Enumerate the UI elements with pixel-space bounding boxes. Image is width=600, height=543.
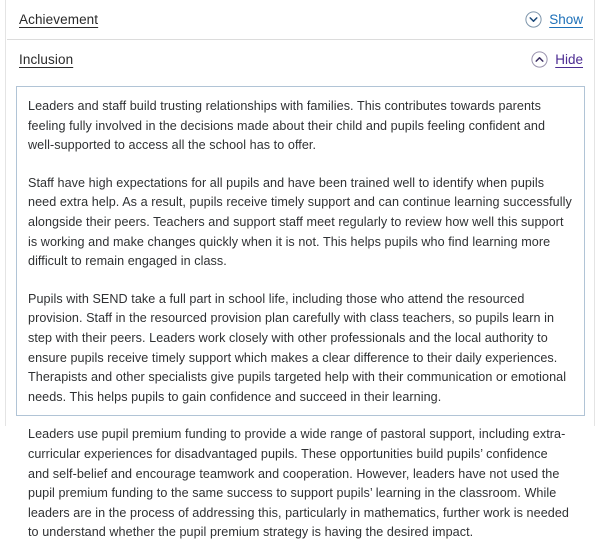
accordion-toggle-label-inclusion[interactable]: Hide: [555, 52, 583, 67]
accordion-toggle-inclusion[interactable]: [531, 51, 583, 68]
paragraph: Staff have high expectations for all pupils and have been trained well to identify when pupils need extra help. As a result, pupils receive timely support and can continue learning successfully alongside their peers. Teachers and support staff meet regularly to review how well this support is working and make changes quickly when it is not. This helps pupils who find learning more difficult to remain engaged in class.: [28, 175, 572, 269]
accordion-section-achievement: [7, 0, 593, 40]
chevron-down-circle-icon: [525, 11, 542, 28]
paragraph: Pupils with SEND take a full part in school life, including those who attend the resourced provision. Staff in the resourced provision plan carefully with class teachers, so pupils learn in step with their peers. Leaders work closely with other professionals and the local authority to ensure pupils receive timely support which makes a clear difference to their daily experiences. Therapists and other specialists give pupils targeted help with their communication or emotional needs. This helps pupils to gain confidence and succeed in their learning.: [28, 291, 567, 404]
accordion-title-achievement: Achievement: [19, 12, 99, 27]
accordion: [7, 0, 593, 540]
accordion-header-inclusion[interactable]: [7, 40, 593, 79]
accordion-toggle-achievement[interactable]: [525, 11, 583, 28]
page-gutter-left: [0, 0, 6, 426]
accordion-title-inclusion: Inclusion: [19, 52, 74, 67]
paragraph: Leaders and staff build trusting relationships with families. This contributes towards parents feeling fully involved in the decisions made about their child and pupils feeling confident and well-supported to access all the school has to offer.: [28, 99, 546, 153]
accordion-header-achievement[interactable]: [7, 0, 593, 40]
paragraph: Leaders use pupil premium funding to provide a wide range of pastoral support, including extra-curricular experiences for disadvantaged pupils. These opportunities build pupils’ confidence and self-belief and encourage teamwork and cooperation. However, leaders have not used the pupil premium funding to the same success to support pupils’ learning in the classroom. While leaders are in the process of addressing this, particularly in mathematics, further work is needed to understand whether the pupil premium strategy is having the desired impact.: [28, 427, 569, 540]
chevron-up-circle-icon: [531, 51, 548, 68]
accordion-toggle-label-achievement[interactable]: Show: [549, 12, 583, 27]
accordion-section-inclusion: [7, 40, 593, 540]
accordion-panel-inclusion: [16, 86, 585, 540]
page-gutter-right: [594, 0, 600, 426]
